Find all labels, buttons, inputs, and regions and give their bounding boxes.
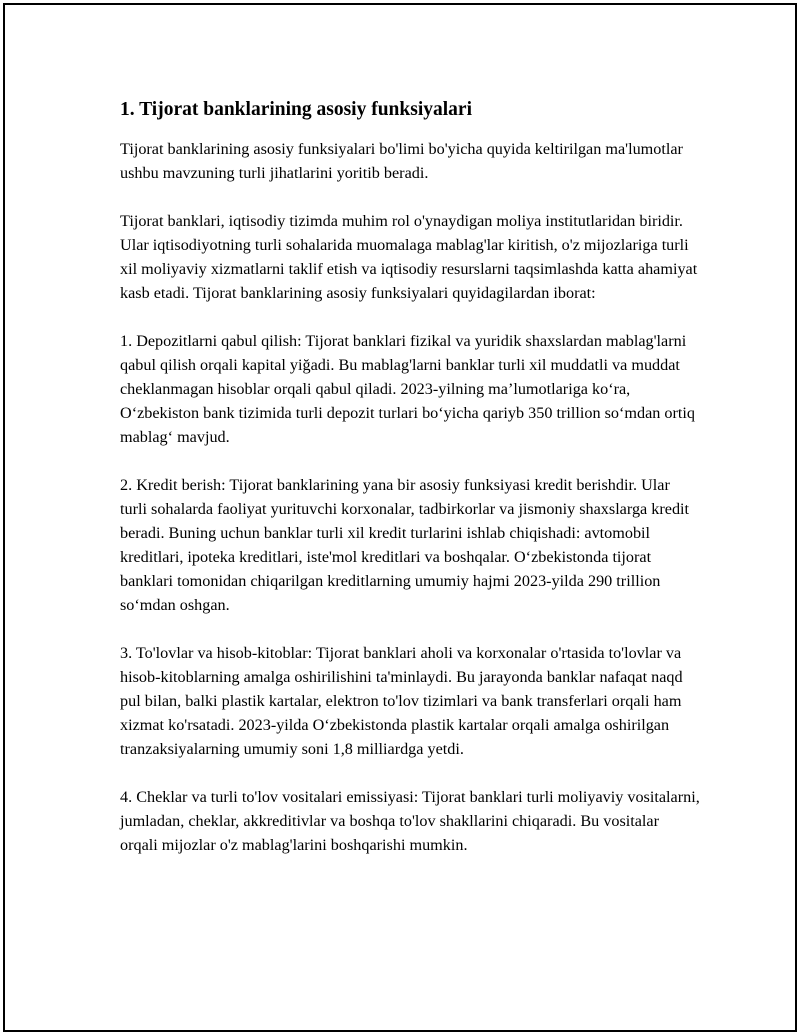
page-frame (3, 3, 797, 1032)
credit-paragraph: 2. Kredit berish: Tijorat banklarining yana bir asosiy funksiyasi kredit berishdir. Ular turli sohalarda faoliyat yurituvchi korxonalar, tadbirkorlar va jismoniy shaxslarga kredit beradi. Buning uchun banklar turli xil kredit turlarini ishlab chiqishadi: avtomobil kreditlari, ipoteka kreditlari, iste'mol kreditlari va boshqalar. O‘zbekistonda tijorat banklari tomonidan chiqarilgan kreditlarning umumiy hajmi 2023-yilda 290 trillion so‘mdan oshgan. (120, 476, 690, 614)
document-body (120, 97, 700, 881)
payments-paragraph: 3. To'lovlar va hisob-kitoblar: Tijorat banklari aholi va korxonalar o'rtasida to'lovlar va hisob-kitoblarning amalga oshirilishini ta'minlaydi. Bu jarayonda banklar nafaqat naqd pul bilan, balki plastik kartalar, elektron to'lov tizimlari va bank transferlari orqali ham xizmat ko'rsatadi. 2023-yilda O‘zbekistonda plastik kartalar orqali amalga oshirilgan tranzaksiyalarning umumiy soni 1,8 milliardga yetdi. (120, 644, 683, 758)
overview-paragraph: Tijorat banklari, iqtisodiy tizimda muhim rol o'ynaydigan moliya institutlaridan biridir. Ular iqtisodiyotning turli sohalarida muomalaga mablag'lar kiritish, o'z mijozlariga turli xil moliyaviy xizmatlarni taklif etish va iqtisodiy resurslarni taqsimlashda katta ahamiyat kasb etadi. Tijorat banklarining asosiy funksiyalari quyidagilardan iborat: (120, 212, 698, 302)
deposits-paragraph: 1. Depozitlarni qabul qilish: Tijorat banklari fizikal va yuridik shaxslardan mablag'larni qabul qilish orqali kapital yiğadi. Bu mablag'larni banklar turli xil muddatli va muddat cheklanmagan hisoblar orqali qabul qiladi. 2023-yilning ma’lumotlariga ko‘ra, O‘zbekiston bank tizimida turli depozit turlari bo‘yicha qariyb 350 trillion so‘mdan ortiq mablag‘ mavjud. (120, 332, 695, 446)
intro-paragraph: Tijorat banklarining asosiy funksiyalari bo'limi bo'yicha quyida keltirilgan ma'lumotlar ushbu mavzuning turli jihatlarini yoritib beradi. (120, 140, 683, 182)
section-heading: 1. Tijorat banklarining asosiy funksiyalari (120, 99, 472, 120)
cheques-paragraph: 4. Cheklar va turli to'lov vositalari emissiyasi: Tijorat banklari turli moliyaviy vositalarni, jumladan, cheklar, akkreditivlar va boshqa to'lov shakllarini chiqaradi. Bu vositalar orqali mijozlar o'z mablag'larini boshqarishi mumkin. (120, 788, 700, 854)
